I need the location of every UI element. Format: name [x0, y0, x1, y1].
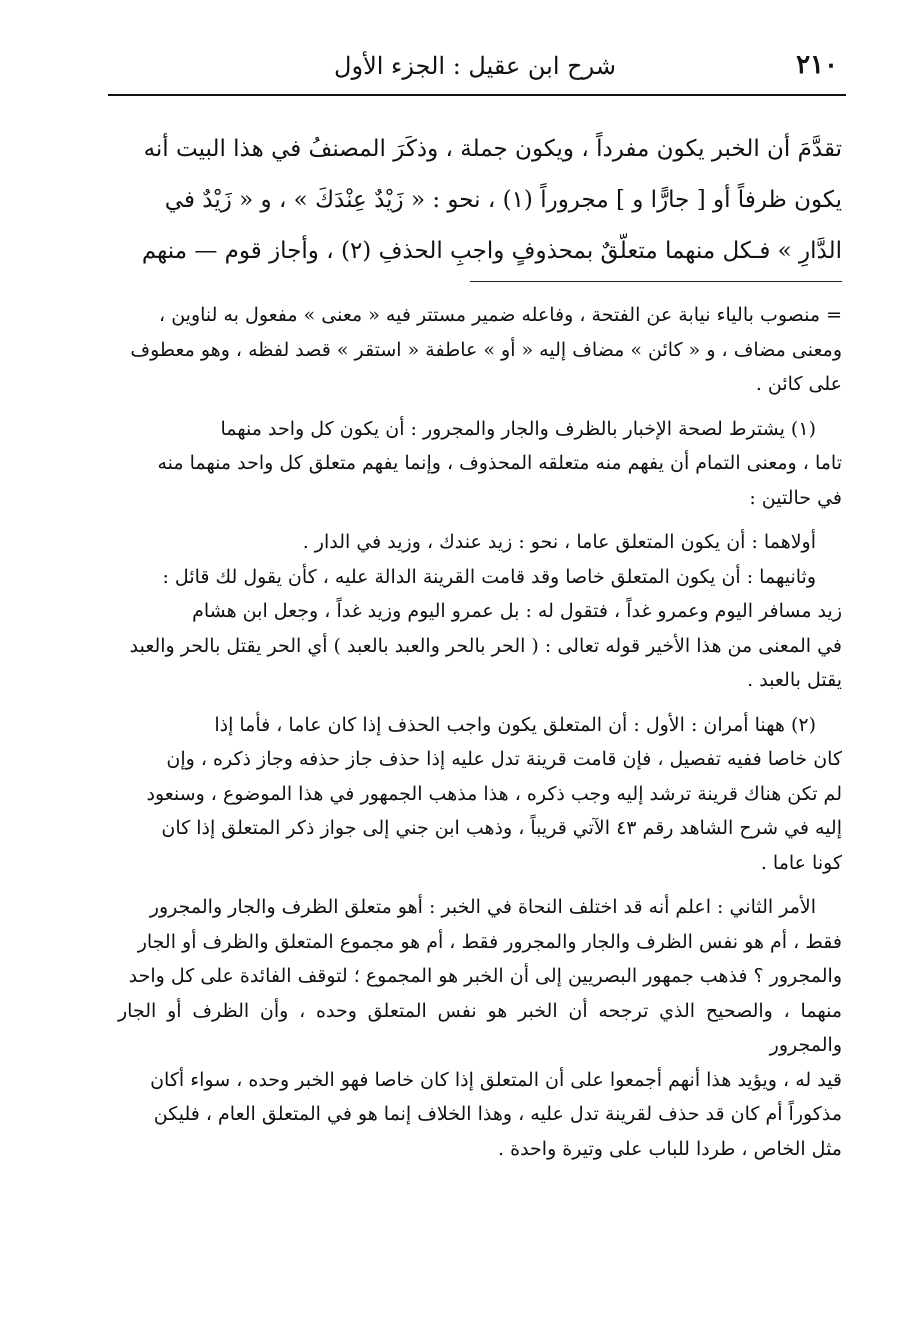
note-line: والمجرور ؟ فذهب جمهور البصريين إلى أن الخبر هو المجموع ؛ لتوقف الفائدة على كل واحد	[128, 965, 842, 987]
note-line: لم تكن هناك قرينة ترشد إليه وجب ذكره ، هذا مذهب الجمهور في هذا الموضوع ، وسنعود	[146, 782, 842, 805]
note-line: أولاهما : أن يكون المتعلق عاما ، نحو : زيد عندك ، وزيد في الدار .	[302, 531, 816, 553]
note-line: قيد له ، ويؤيد هذا أنهم أجمعوا على أن المتعلق إذا كان خاصا فهو الخبر وحده ، سواء أكان	[150, 1068, 842, 1091]
note-line: منهما ، والصحيح الذي ترجحه أن الخبر هو نفس المتعلق وحده ، وأن الظرف أو الجار والمجرور	[118, 999, 842, 1056]
note-line: في المعنى من هذا الأخير قوله تعالى : ( الحر بالحر والعبد بالعبد ) أي الحر يقتل بالحر والعبد	[129, 634, 842, 657]
note-line: مذكوراً أم كان قد حذف لقرينة تدل عليه ، وهذا الخلاف إنما هو في المتعلق العام ، فليكن	[153, 1103, 842, 1125]
page-number: ٢١٠	[796, 50, 838, 80]
footnote-2-second-matter	[118, 890, 842, 1166]
footnotes	[118, 298, 842, 1166]
note-continuation-line: ومعنى مضاف ، و « كائن » مضاف إليه « أو » عاطفة « استقر » قصد لفظه ، وهو معطوف	[130, 338, 842, 361]
note-continuation-line: = منصوب بالياء نيابة عن الفتحة ، وفاعله ضمير مستتر فيه « معنى » مفعول به لناوين ،	[159, 304, 842, 326]
main-line: الدَّارِ » فـكل منهما متعلّقٌ بمحذوفٍ واجبِ الحذفِ (٢) ، وأجاز قوم — منهم	[141, 238, 842, 264]
note-line: مثل الخاص ، طردا للباب على وتيرة واحدة .	[498, 1137, 842, 1160]
running-title: شرح ابن عقيل : الجزء الأول	[334, 52, 616, 80]
footnote-1	[118, 412, 842, 698]
footnote-2	[118, 708, 842, 881]
page-header	[108, 42, 846, 94]
header-rule	[108, 94, 846, 96]
note-line: في حالتين :	[749, 486, 842, 509]
main-text	[118, 124, 842, 277]
note-line: (١) يشترط لصحة الإخبار بالظرف والجار والمجرور : أن يكون كل واحد منهما	[220, 417, 816, 440]
note-line: الأمر الثاني : اعلم أنه قد اختلف النحاة في الخبر : أهو متعلق الظرف والجار والمجرور	[149, 896, 816, 918]
note-line: وثانيهما : أن يكون المتعلق خاصا وقد قامت القرينة الدالة عليه ، كأن يقول لك قائل :	[162, 565, 816, 588]
note-line: يقتل بالعبد .	[747, 669, 842, 691]
footnote-separator	[470, 281, 842, 282]
note-line: فقط ، أم هو نفس الظرف والجار والمجرور فقط ، أم هو مجموع المتعلق والظرف أو الجار	[137, 930, 842, 953]
main-line: تقدَّمَ أن الخبر يكون مفرداً ، ويكون جملة ، وذكَرَ المصنفُ في هذا البيت أنه	[143, 136, 842, 162]
note-line: كونا عاما .	[760, 851, 842, 874]
main-line: يكون ظرفاً أو [ جارًّا و ] مجروراً (١) ، نحو : « زَيْدٌ عِنْدَكَ » ، و « زَيْدٌ في	[164, 187, 842, 213]
note-line: كان خاصا ففيه تفصيل ، فإن قامت قرينة تدل عليه إذا حذف جاز حذفه وجاز ذكره ، وإن	[166, 748, 842, 770]
note-continuation-line: على كائن .	[755, 373, 842, 395]
note-line: تاما ، ومعنى التمام أن يفهم منه متعلقه المحذوف ، وإنما يفهم متعلق كل واحد منهما منه	[157, 452, 842, 474]
note-line: زيد مسافر اليوم وعمرو غداً ، فتقول له : بل عمرو اليوم وزيد غداً ، وجعل ابن هشام	[192, 600, 842, 622]
note-line: (٢) ههنا أمران : الأول : أن المتعلق يكون واجب الحذف إذا كان عاما ، فأما إذا	[214, 713, 816, 736]
note-line: إليه في شرح الشاهد رقم ٤٣ الآتي قريباً ، وذهب ابن جني إلى جواز ذكر المتعلق إذا كان	[161, 817, 842, 839]
